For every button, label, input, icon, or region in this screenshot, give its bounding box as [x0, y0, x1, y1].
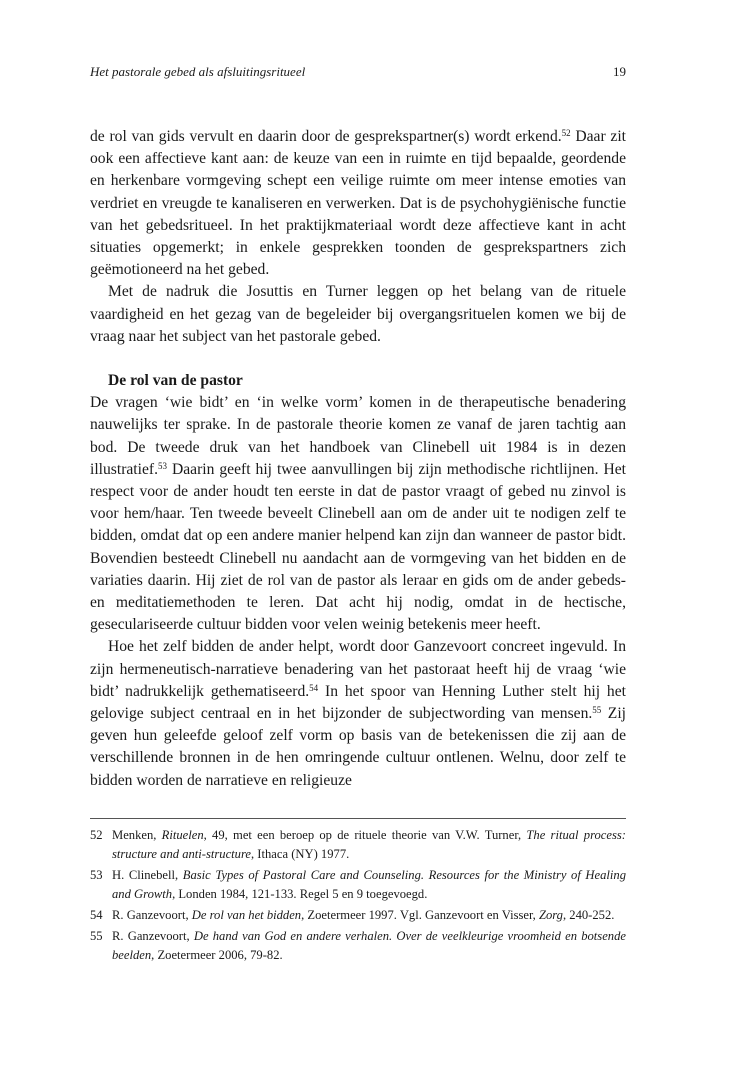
italic-title: Rituelen	[161, 828, 204, 842]
page-number: 19	[613, 64, 626, 79]
text-run: Zij geven hun geleefde geloof zelf vorm op basis van de betekenissen die zij aan de verschillende bronnen in de hen omringende cultuur ontlenen. Welnu, door zelf te bidden worden de narratieve en religieuze	[90, 705, 626, 789]
paragraph-1	[90, 126, 626, 281]
text-run: de rol van gids vervult en daarin door de gesprekspartner(s) wordt erkend.	[90, 128, 562, 145]
text-run: , Ithaca (NY) 1977.	[251, 847, 350, 861]
footnote-ref-54: 54	[309, 682, 319, 693]
footnote-rule	[90, 818, 626, 819]
footnote-55	[90, 927, 626, 965]
footnote-text	[112, 906, 626, 925]
paragraph-2: Met de nadruk die Josuttis en Turner leggen op het belang van de rituele vaardigheid en het gezag van de begeleider bij overgangsrituelen komen we bij de vraag naar het subject van het pastorale gebed.	[90, 283, 626, 345]
text-run: In het spoor van Henning Luther stelt hij het gelovige subject centraal en in het bijzonder de subjectwording van mensen.	[90, 682, 626, 723]
footnote-ref-52: 52	[561, 128, 571, 138]
text-run: R. Ganzevoort,	[112, 929, 194, 943]
footnote-ref-55: 55	[592, 705, 602, 716]
footnote-number: 54	[90, 908, 103, 922]
text-run: , Zoetermeer 1997. Vgl. Ganzevoort en Visser,	[301, 908, 539, 922]
paragraph-3	[90, 392, 626, 636]
footnote-text	[112, 927, 626, 965]
text-run: , 240-252.	[562, 908, 615, 922]
running-head	[90, 64, 626, 80]
running-title: Het pastorale gebed als afsluitingsritueel	[90, 64, 306, 79]
italic-title: De hand van God en andere verhalen. Over de veelkleurige vroomheid en botsende beelden	[112, 929, 626, 962]
footnote-text	[112, 826, 626, 864]
text-run: H. Clinebell,	[112, 868, 183, 882]
footnote-number: 55	[90, 929, 103, 943]
body-text	[90, 126, 626, 792]
italic-title: Zorg	[538, 908, 563, 922]
footnote-ref-53: 53	[158, 460, 167, 471]
text-run: Daarin geeft hij twee aanvullingen bij zijn methodische richtlijnen. Het respect voor de ander houdt ten eerste in dat de pastor vraagt of gebed nu zinvol is voor hem/haar. Ten tweede beveelt Clinebell aan om de ander uit te nodigen zelf te bidden, omdat dat op een andere manier helpend kan zijn dan wanneer de pastor bidt. Bovendien besteedt Clinebell nu aandacht aan de vormgeving van het bidden en de variaties daarin. Hij ziet de rol van de pastor als leraar en gids om de ander gebeds- en meditatiemethoden te leren. Dat acht hij nodig, omdat in de hectische, geseculariseerde cultuur bidden voor velen weinig betekenis meer heeft.	[90, 460, 626, 634]
footnote-number: 53	[90, 868, 103, 882]
italic-title: De rol van het bidden	[191, 908, 302, 922]
text-run: Menken,	[112, 828, 162, 842]
text-run: R. Ganzevoort,	[112, 908, 192, 922]
italic-title: Basic Types of Pastoral Care and Counseling. Resources for the Ministry of Healing and Growth	[112, 868, 627, 901]
text-run: , 49, met een beroep op de rituele theorie van V.W. Turner,	[203, 828, 527, 842]
text-run: , Londen 1984, 121-133. Regel 5 en 9 toegevoegd.	[172, 887, 428, 901]
footnote-number: 52	[90, 828, 103, 842]
text-run: Hoe het zelf bidden de ander helpt, wordt door Ganzevoort concreet ingevuld. In zijn hermeneutisch-narratieve benadering van het pastoraat heeft hij de vraag ‘wie bidt’ nadrukkelijk gethematiseerd.	[90, 638, 626, 700]
section-heading: De rol van de pastor	[108, 372, 243, 390]
text-run: De vragen ‘wie bidt’ en ‘in welke vorm’ komen in de therapeutische benadering nauwelijks ter sprake. In de pastorale theorie komen ze vanaf de jaren tachtig aan bod. De tweede druk van het handboek van Clinebell uit 1984 is in dezen illustratief.	[90, 394, 626, 478]
text-run: , Zoetermeer 2006, 79-82.	[151, 948, 283, 962]
footnotes	[90, 826, 626, 967]
footnote-54	[90, 906, 626, 925]
footnote-52	[90, 826, 626, 864]
footnote-53	[90, 866, 626, 904]
footnote-text	[112, 866, 626, 904]
italic-title: The ritual process: structure and anti-structure	[112, 828, 626, 861]
text-run: Daar zit ook een affectieve kant aan: de keuze van een in ruimte en tijd bepaalde, geordende en herkenbare vormgeving schept een veilige ruimte om meer intense emoties van verdriet en vreugde te kanaliseren en verwerken. Dat is de psychohygiënische functie van het gebedsritueel. In het praktijkmateriaal wordt deze affectieve kant in acht situaties opgemerkt; in enkele gesprekken toonden de gesprekspartners zich geëmotioneerd na het gebed.	[90, 128, 626, 279]
paragraph-4	[90, 636, 626, 791]
